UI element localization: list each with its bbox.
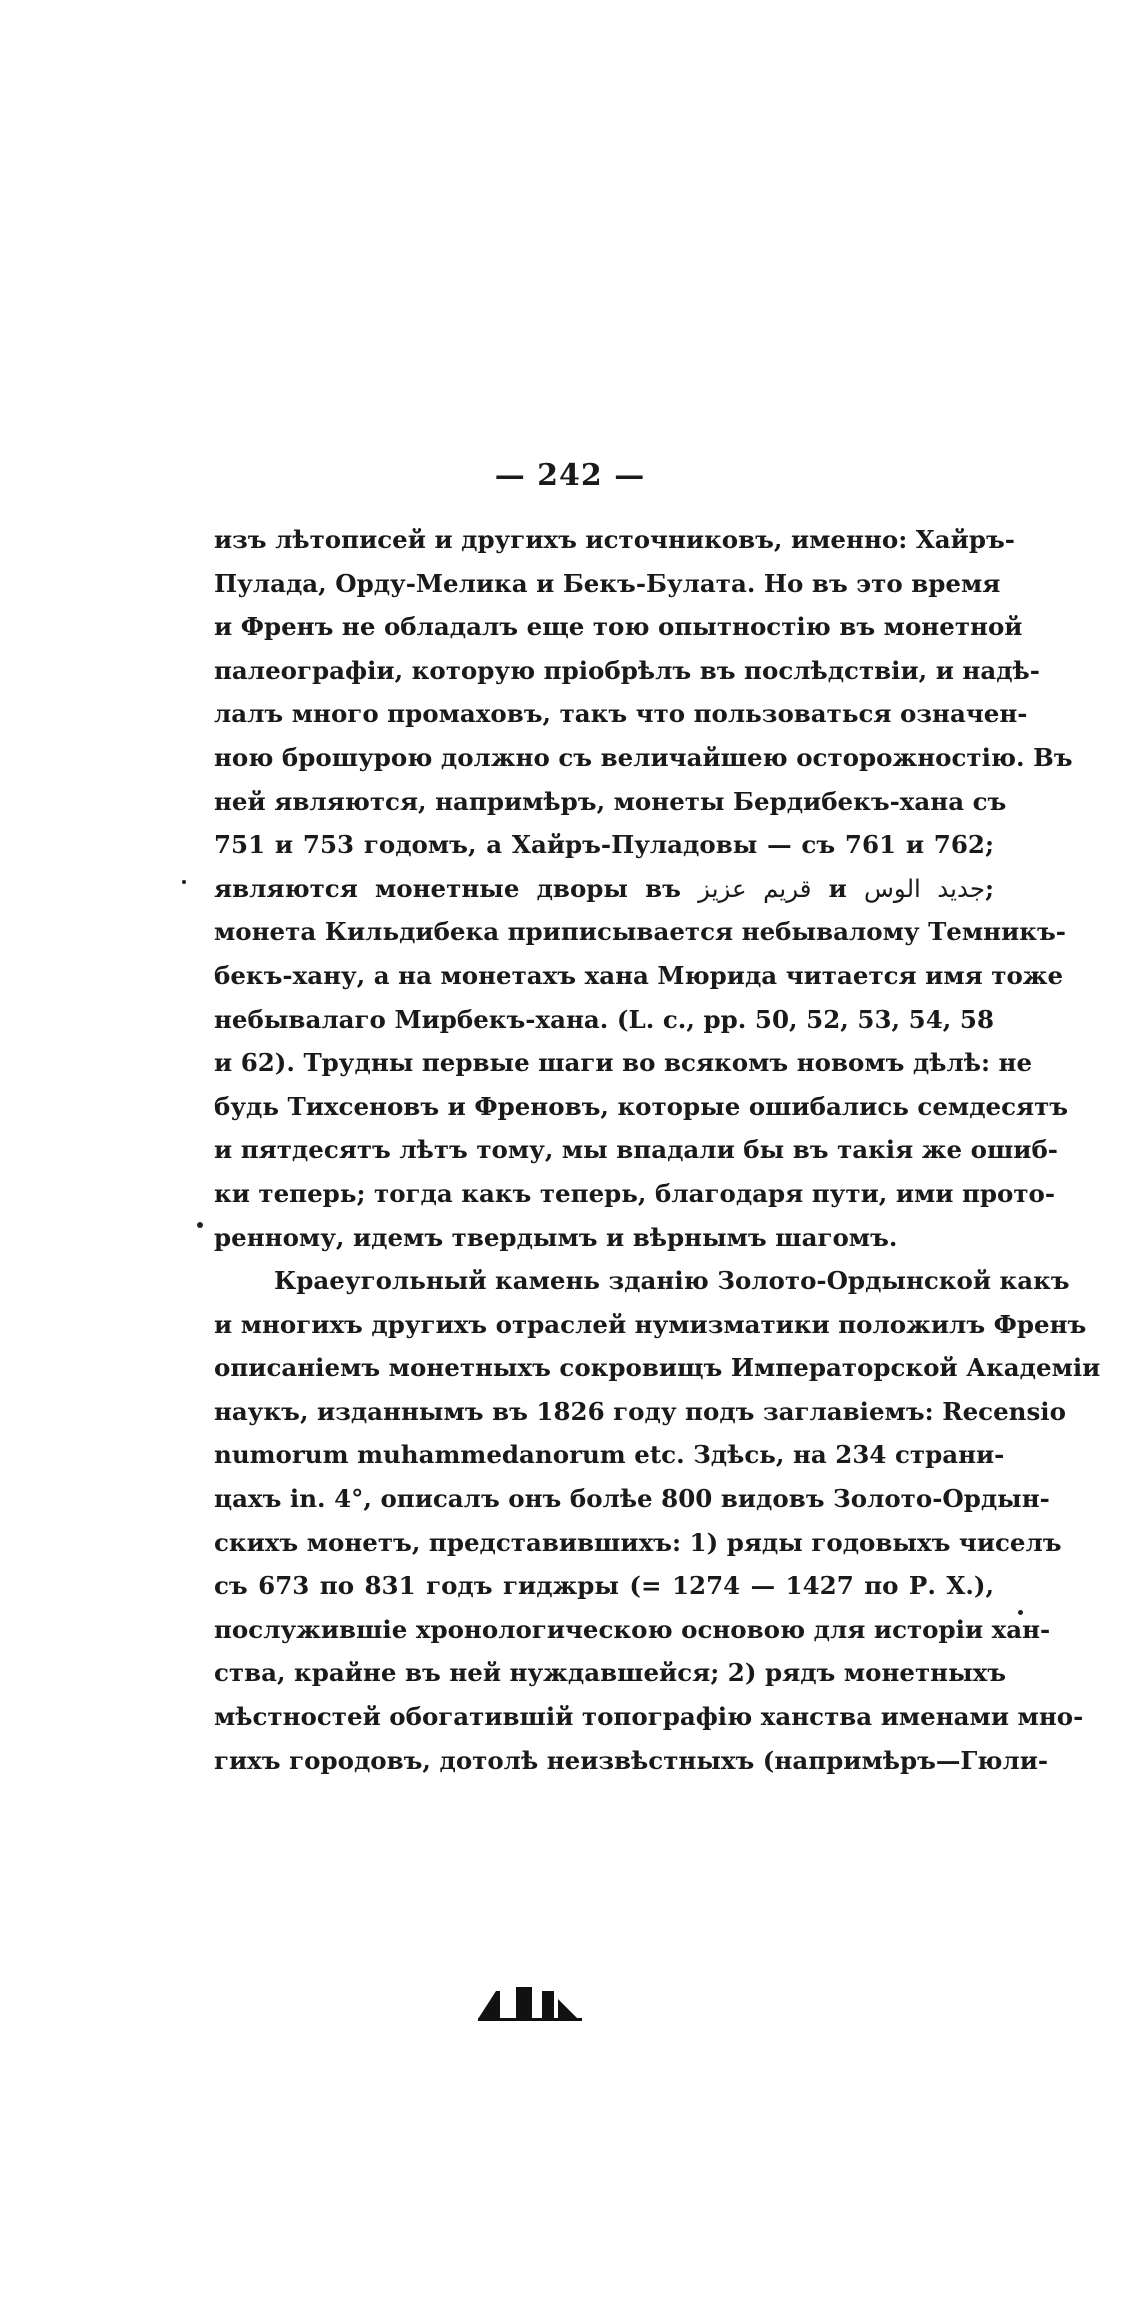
mint-line-and: и [828, 873, 847, 903]
text-line: и 62). Трудны первые шаги во всякомъ новомъ дѣлѣ: не [214, 1048, 1033, 1078]
text-line: и пятдесятъ лѣтъ тому, мы впадали бы въ такія же ошиб- [214, 1135, 1058, 1165]
page-number: — 242 — [494, 458, 646, 493]
page-body [214, 518, 1101, 1782]
text-line: цахъ in. 4°, описалъ онъ болѣе 800 видовъ Золото-Ордын- [214, 1484, 1050, 1514]
printer-ornament-icon [478, 1985, 588, 2021]
text-line: ренному, идемъ твердымъ и вѣрнымъ шагомъ. [214, 1222, 898, 1252]
mint-line-after: ; [984, 873, 995, 903]
text-line: съ 673 по 831 годъ гиджры (= 1274 — 1427 по Р. Х.), [214, 1571, 994, 1601]
text-line: мѣстностей обогатившій топографію ханства именами мно- [214, 1702, 1084, 1732]
text-line: небывалаго Мирбекъ-хана. (L. c., pp. 50, 52, 53, 54, 58 [214, 1004, 994, 1034]
text-line: и Френъ не обладалъ еще тою опытностію въ монетной [214, 612, 1023, 642]
text-line: ства, крайне въ ней нуждавшейся; 2) рядъ монетныхъ [214, 1658, 1007, 1688]
text-line: Краеугольный камень зданію Золото-Ордынской какъ [274, 1266, 1070, 1296]
text-line: бекъ-хану, а на монетахъ хана Мюрида читается имя тоже [214, 960, 1064, 990]
text-line: numorum muhammedanorum etc. Здѣсь, на 234 страни- [214, 1440, 1005, 1470]
text-line: ки теперь; тогда какъ теперь, благодаря пути, ими прото- [214, 1178, 1056, 1208]
mint-line-before: являются монетные дворы въ [214, 873, 681, 903]
text-line: гихъ городовъ, дотолѣ неизвѣстныхъ (напримѣръ—Гюли- [214, 1745, 1049, 1775]
text-line: наукъ, изданнымъ въ 1826 году подъ заглавіемъ: Recensio [214, 1396, 1066, 1426]
text-line: монета Кильдибека приписывается небывалому Темникъ- [214, 917, 1066, 947]
text-line: скихъ монетъ, представившихъ: 1) ряды годовыхъ чиселъ [214, 1527, 1062, 1557]
text-line: лалъ много промаховъ, такъ что пользоваться означен- [214, 699, 1028, 729]
text-line: и многихъ другихъ отраслей нумизматики положилъ Френъ [214, 1309, 1087, 1339]
text-line: палеографіи, которую пріобрѣлъ въ послѣдствіи, и надѣ- [214, 655, 1040, 685]
text-line: ною брошурою должно съ величайшею осторожностію. Въ [214, 742, 1073, 772]
text-line: описаніемъ монетныхъ сокровищъ Императорской Академіи [214, 1353, 1101, 1383]
scan-speck [182, 880, 186, 884]
text-line: 751 и 753 годомъ, а Хайръ-Пуладовы — съ 761 и 762; [214, 830, 994, 860]
mint-line [214, 867, 994, 911]
text-line: ней являются, напримѣръ, монеты Бердибекъ-хана съ [214, 786, 1007, 816]
text-line: изъ лѣтописей и другихъ источниковъ, именно: Хайръ- [214, 525, 1015, 554]
text-line: Пулада, Орду-Мелика и Бекъ-Булата. Но въ это время [214, 568, 1001, 598]
scan-speck [1018, 1610, 1023, 1615]
text-line: будь Тихсеновъ и Френовъ, которые ошибались семдесятъ [214, 1091, 1069, 1121]
arabic-mint-name-1: قريم عزيز [698, 873, 812, 903]
scan-speck [197, 1222, 203, 1228]
arabic-mint-name-2: جديد الوس [864, 873, 985, 903]
text-line: послужившіе хронологическою основою для исторіи хан- [214, 1614, 1051, 1644]
